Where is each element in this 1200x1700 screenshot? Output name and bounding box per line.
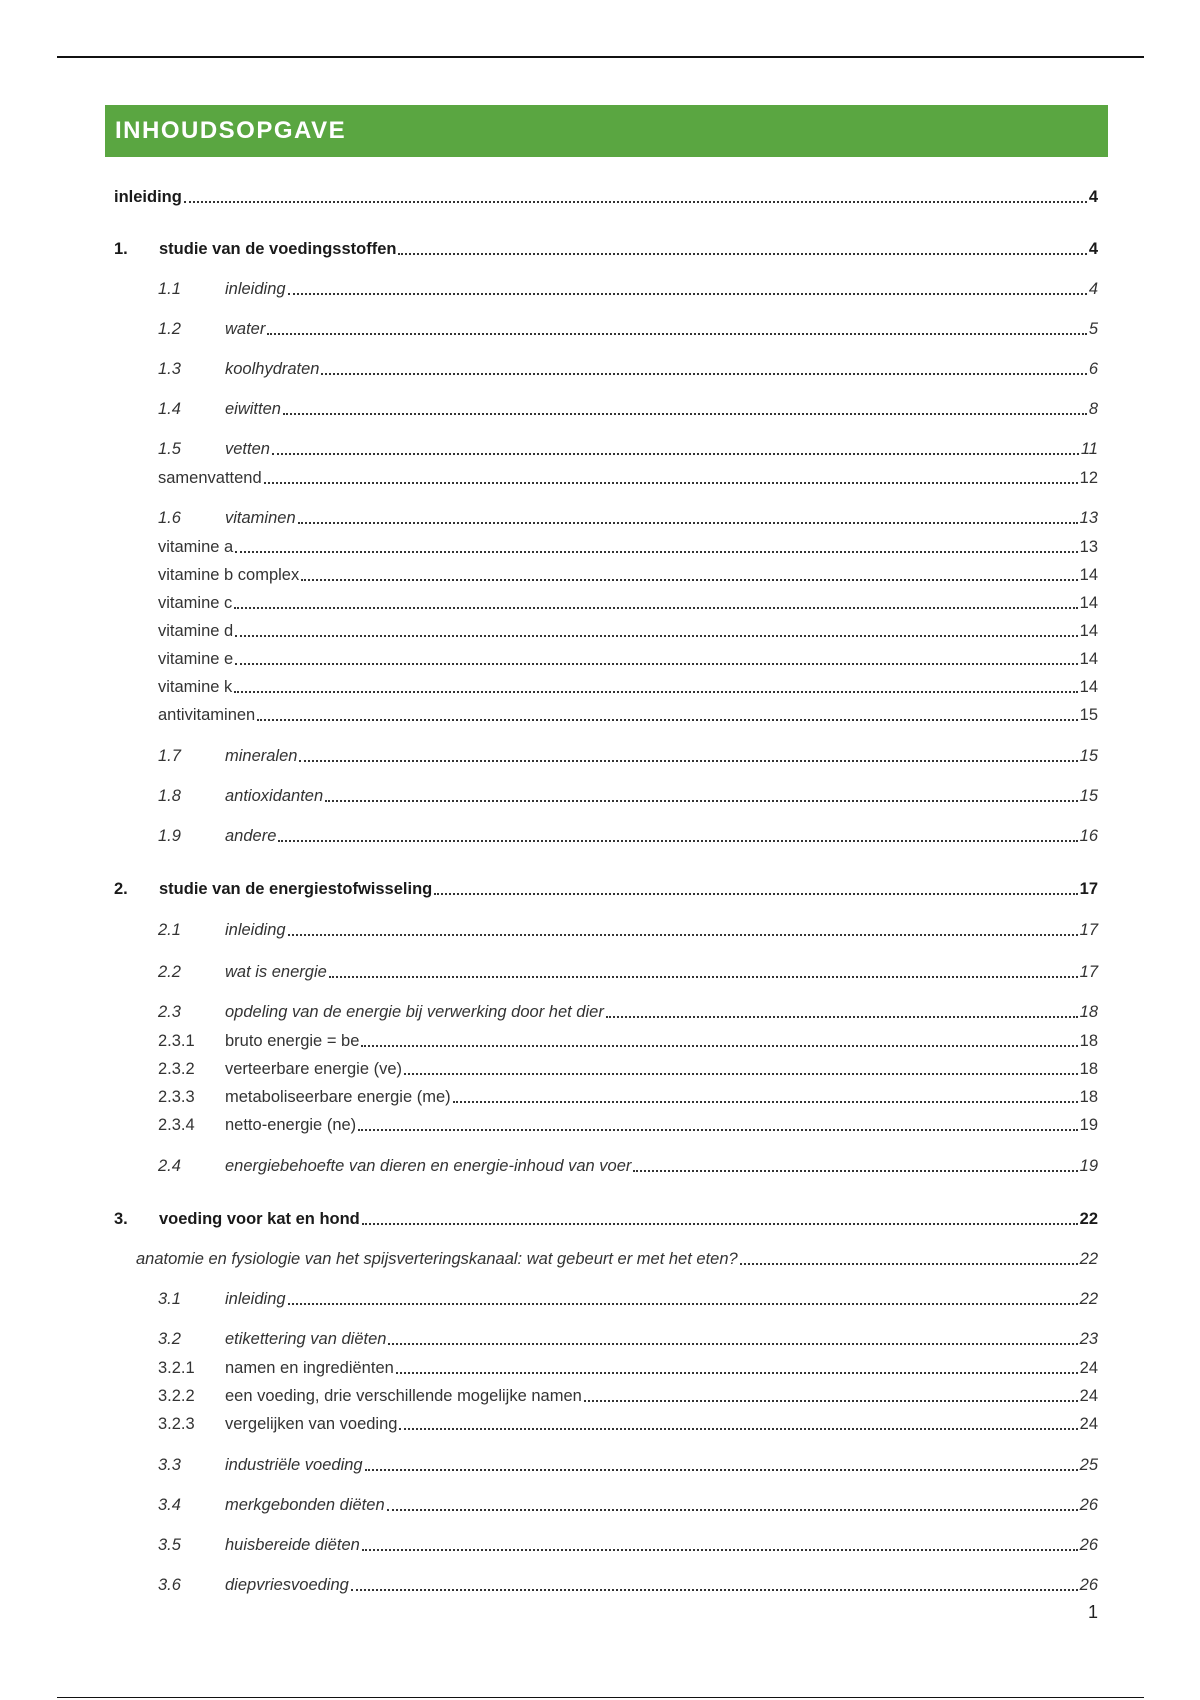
toc-entry[interactable] [136, 916, 1098, 940]
toc-entry-number: 2.2 [158, 963, 181, 981]
toc-entry-title: verteerbare energie (ve) [225, 1060, 403, 1078]
toc-entry-title: vitamine b complex [158, 566, 300, 584]
toc-entry[interactable] [136, 958, 1098, 982]
toc-leader-dots [362, 1219, 1078, 1225]
toc-entry-title: studie van de voedingsstoffen [159, 240, 397, 258]
toc-entry-number: 1.7 [158, 747, 181, 765]
toc-entry-number: 2.3 [158, 1003, 181, 1021]
toc-leader-dots [288, 1299, 1078, 1305]
toc-entry-page: 15 [1079, 787, 1098, 805]
toc-entry-title: vitamine k [158, 678, 233, 696]
toc-entry-page: 17 [1079, 963, 1098, 981]
toc-entry-page: 12 [1079, 469, 1098, 487]
toc-entry-page: 16 [1079, 827, 1098, 845]
toc-entry[interactable] [114, 235, 1098, 259]
toc-entry[interactable] [136, 315, 1098, 339]
toc-entry-page: 14 [1079, 622, 1098, 640]
toc-leader-dots [235, 631, 1077, 637]
toc-entry-page: 17 [1079, 880, 1098, 898]
toc-entry-number: 3.2.2 [158, 1387, 195, 1405]
toc-entry[interactable] [158, 1111, 1098, 1135]
toc-entry-page: 6 [1088, 360, 1098, 378]
toc-entry-number: 2.3.1 [158, 1032, 195, 1050]
toc-entry[interactable] [136, 1245, 1098, 1269]
toc-entry-page: 14 [1079, 594, 1098, 612]
toc-entry-page: 24 [1079, 1359, 1098, 1377]
toc-entry-number: 3.2.1 [158, 1359, 195, 1377]
toc-leader-dots [434, 889, 1077, 895]
toc-entry-number: 1.3 [158, 360, 181, 378]
toc-entry-title: studie van de energiestofwisseling [159, 880, 433, 898]
toc-leader-dots [321, 369, 1086, 375]
toc-leader-dots [396, 1368, 1078, 1374]
toc-entry-number: 2.3.4 [158, 1116, 195, 1134]
toc-entry-number: 1.6 [158, 509, 181, 527]
toc-leader-dots [264, 478, 1078, 484]
toc-leader-dots [283, 409, 1087, 415]
toc-leader-dots [298, 518, 1078, 524]
toc-entry-title: vitamine c [158, 594, 233, 612]
toc-entry[interactable] [158, 1354, 1098, 1378]
toc-entry[interactable] [158, 1382, 1098, 1406]
toc-entry-title: huisbereide diëten [225, 1536, 360, 1554]
toc-entry-number: 2.3.3 [158, 1088, 195, 1106]
toc-entry[interactable] [158, 1083, 1098, 1107]
toc-entry[interactable] [136, 782, 1098, 806]
toc-entry-number: 1.8 [158, 787, 181, 805]
toc-entry-number: 1.1 [158, 280, 181, 298]
toc-entry[interactable] [136, 435, 1098, 459]
toc-entry[interactable] [136, 504, 1098, 528]
toc-entry-number: 3.2 [158, 1330, 181, 1348]
toc-entry[interactable] [114, 183, 1098, 207]
toc-entry-number: 2.1 [158, 921, 181, 939]
toc-leader-dots [325, 796, 1077, 802]
toc-entry-number: 1.2 [158, 320, 181, 338]
toc-leader-dots [740, 1259, 1078, 1265]
toc-entry-page: 15 [1079, 747, 1098, 765]
toc-leader-dots [387, 1505, 1078, 1511]
toc-leader-dots [278, 836, 1077, 842]
toc-entry[interactable] [136, 395, 1098, 419]
toc-leader-dots [606, 1012, 1078, 1018]
toc-entry-title: mineralen [225, 747, 298, 765]
toc-heading-banner [105, 105, 1108, 157]
toc-entry-title: antivitaminen [158, 706, 256, 724]
toc-entry-title: diepvriesvoeding [225, 1576, 349, 1594]
toc-entry-number: 1.5 [158, 440, 181, 458]
toc-entry[interactable] [136, 742, 1098, 766]
toc-entry-title: vitamine a [158, 538, 234, 556]
toc-leader-dots [257, 715, 1077, 721]
toc-leader-dots [388, 1339, 1077, 1345]
toc-entry[interactable] [158, 1055, 1098, 1079]
toc-leader-dots [234, 603, 1077, 609]
toc-entry[interactable] [158, 561, 1098, 585]
toc-entry-number: 3. [114, 1210, 128, 1228]
toc-entry-page: 13 [1079, 538, 1098, 556]
toc-entry-number: 3.3 [158, 1456, 181, 1474]
toc-entry-title: bruto energie = be [225, 1032, 360, 1050]
toc-entry[interactable] [136, 275, 1098, 299]
toc-entry-title: inleiding [114, 188, 182, 206]
header-rule [57, 56, 1144, 58]
toc-entry-page: 4 [1088, 240, 1098, 258]
toc-leader-dots [362, 1545, 1078, 1551]
toc-entry-title: eiwitten [225, 400, 281, 418]
toc-leader-dots [404, 1069, 1078, 1075]
toc-entry-page: 22 [1079, 1290, 1098, 1308]
toc-entry[interactable] [136, 822, 1098, 846]
toc-leader-dots [184, 197, 1087, 203]
toc-entry-title: water [225, 320, 266, 338]
toc-entry-number: 3.6 [158, 1576, 181, 1594]
toc-entry-number: 3.5 [158, 1536, 181, 1554]
toc-entry-number: 1. [114, 240, 128, 258]
toc-entry-number: 3.1 [158, 1290, 181, 1308]
footer-rule [57, 1697, 1144, 1698]
toc-entry-page: 14 [1079, 566, 1098, 584]
toc-entry[interactable] [136, 1571, 1098, 1595]
toc-entry[interactable] [158, 533, 1098, 557]
toc-entry-page: 26 [1079, 1576, 1098, 1594]
toc-entry[interactable] [158, 617, 1098, 641]
toc-leader-dots [398, 249, 1086, 255]
toc-entry-number: 1.9 [158, 827, 181, 845]
toc-entry-title: opdeling van de energie bij verwerking door het dier [225, 1003, 604, 1021]
toc-entry-page: 8 [1088, 400, 1098, 418]
toc-entry-title: koolhydraten [225, 360, 320, 378]
toc-entry-page: 18 [1079, 1088, 1098, 1106]
toc-entry[interactable] [158, 701, 1098, 725]
toc-entry-title: netto-energie (ne) [225, 1116, 357, 1134]
toc-leader-dots [288, 930, 1078, 936]
toc-entry-title: inleiding [225, 1290, 286, 1308]
toc-entry-page: 25 [1079, 1456, 1098, 1474]
toc-entry[interactable] [136, 355, 1098, 379]
toc-leader-dots [299, 756, 1077, 762]
toc-entry-title: vetten [225, 440, 270, 458]
toc-entry-title: vitamine d [158, 622, 234, 640]
toc-entry-page: 13 [1079, 509, 1098, 527]
toc-entry[interactable] [158, 1410, 1098, 1434]
toc-entry-number: 2.3.2 [158, 1060, 195, 1078]
toc-entry[interactable] [158, 464, 1098, 488]
toc-entry-page: 18 [1079, 1003, 1098, 1021]
toc-entry-page: 17 [1079, 921, 1098, 939]
page-number: 1 [1087, 1602, 1098, 1622]
toc-entry[interactable] [158, 645, 1098, 669]
toc-entry-title: industriële voeding [225, 1456, 363, 1474]
toc-entry-title: wat is energie [225, 963, 327, 981]
toc-entry-number: 3.2.3 [158, 1415, 195, 1433]
toc-leader-dots [453, 1097, 1078, 1103]
toc-entry-page: 14 [1079, 650, 1098, 668]
toc-entry[interactable] [136, 1325, 1098, 1349]
toc-leader-dots [235, 659, 1077, 665]
toc-entry-page: 15 [1079, 706, 1098, 724]
toc-entry-title: anatomie en fysiologie van het spijsverteringskanaal: wat gebeurt er met het eten? [136, 1250, 738, 1268]
toc-leader-dots [288, 289, 1087, 295]
toc-entry-title: vergelijken van voeding [225, 1415, 398, 1433]
toc-entry-page: 14 [1079, 678, 1098, 696]
toc-entry-page: 4 [1088, 188, 1098, 206]
toc-entry[interactable] [136, 1491, 1098, 1515]
toc-leader-dots [235, 547, 1077, 553]
toc-entry-title: vitamine e [158, 650, 234, 668]
toc-leader-dots [267, 329, 1086, 335]
toc-entry-title: samenvattend [158, 469, 262, 487]
toc-entry[interactable] [158, 1027, 1098, 1051]
toc-entry-title: andere [225, 827, 277, 845]
toc-entry-page: 23 [1079, 1330, 1098, 1348]
toc-leader-dots [234, 687, 1077, 693]
toc-entry-title: inleiding [225, 921, 286, 939]
toc-entry-title: voeding voor kat en hond [159, 1210, 360, 1228]
toc-leader-dots [358, 1125, 1077, 1131]
toc-entry-title: antioxidanten [225, 787, 324, 805]
toc-entry-title: vitaminen [225, 509, 296, 527]
toc-entry[interactable] [136, 998, 1098, 1022]
toc-entry[interactable] [136, 1285, 1098, 1309]
toc-entry[interactable] [158, 673, 1098, 697]
toc-entry-page: 19 [1079, 1116, 1098, 1134]
toc-leader-dots [365, 1465, 1078, 1471]
toc-leader-dots [329, 972, 1078, 978]
toc-leader-dots [351, 1585, 1078, 1591]
toc-entry-page: 18 [1079, 1060, 1098, 1078]
toc-entry-title: energiebehoefte van dieren en energie-inhoud van voer [225, 1157, 632, 1175]
toc-entry-page: 18 [1079, 1032, 1098, 1050]
toc-entry-page: 11 [1080, 440, 1098, 458]
toc-entry-page: 22 [1079, 1210, 1098, 1228]
toc-leader-dots [301, 575, 1077, 581]
toc-entry[interactable] [114, 875, 1098, 899]
toc-entry[interactable] [136, 1451, 1098, 1475]
toc-leader-dots [633, 1166, 1077, 1172]
toc-entry-title: inleiding [225, 280, 286, 298]
toc-entry-page: 26 [1079, 1496, 1098, 1514]
toc-entry-page: 19 [1079, 1157, 1098, 1175]
toc-entry[interactable] [114, 1205, 1098, 1229]
toc-entry-number: 2.4 [158, 1157, 181, 1175]
toc-leader-dots [361, 1041, 1077, 1047]
toc-entry-number: 1.4 [158, 400, 181, 418]
toc-entry-number: 3.4 [158, 1496, 181, 1514]
toc-entry[interactable] [158, 589, 1098, 613]
toc-leader-dots [272, 449, 1079, 455]
toc-entry-page: 4 [1088, 280, 1098, 298]
toc-entry-title: etikettering van diëten [225, 1330, 387, 1348]
toc-leader-dots [584, 1396, 1078, 1402]
toc-entry-title: namen en ingrediënten [225, 1359, 394, 1377]
toc-entry-page: 24 [1079, 1387, 1098, 1405]
toc-entry-title: merkgebonden diëten [225, 1496, 385, 1514]
toc-entry-page: 22 [1079, 1250, 1098, 1268]
toc-entry-title: een voeding, drie verschillende mogelijke namen [225, 1387, 582, 1405]
toc-entry[interactable] [136, 1531, 1098, 1555]
toc-entry-page: 24 [1079, 1415, 1098, 1433]
toc-entry-page: 26 [1079, 1536, 1098, 1554]
toc-entry[interactable] [136, 1152, 1098, 1176]
toc-heading: INHOUDSOPGAVE [115, 117, 347, 144]
toc-entry-page: 5 [1088, 320, 1098, 338]
toc-entry-title: metaboliseerbare energie (me) [225, 1088, 451, 1106]
toc-leader-dots [399, 1424, 1077, 1430]
toc-entry-number: 2. [114, 880, 128, 898]
